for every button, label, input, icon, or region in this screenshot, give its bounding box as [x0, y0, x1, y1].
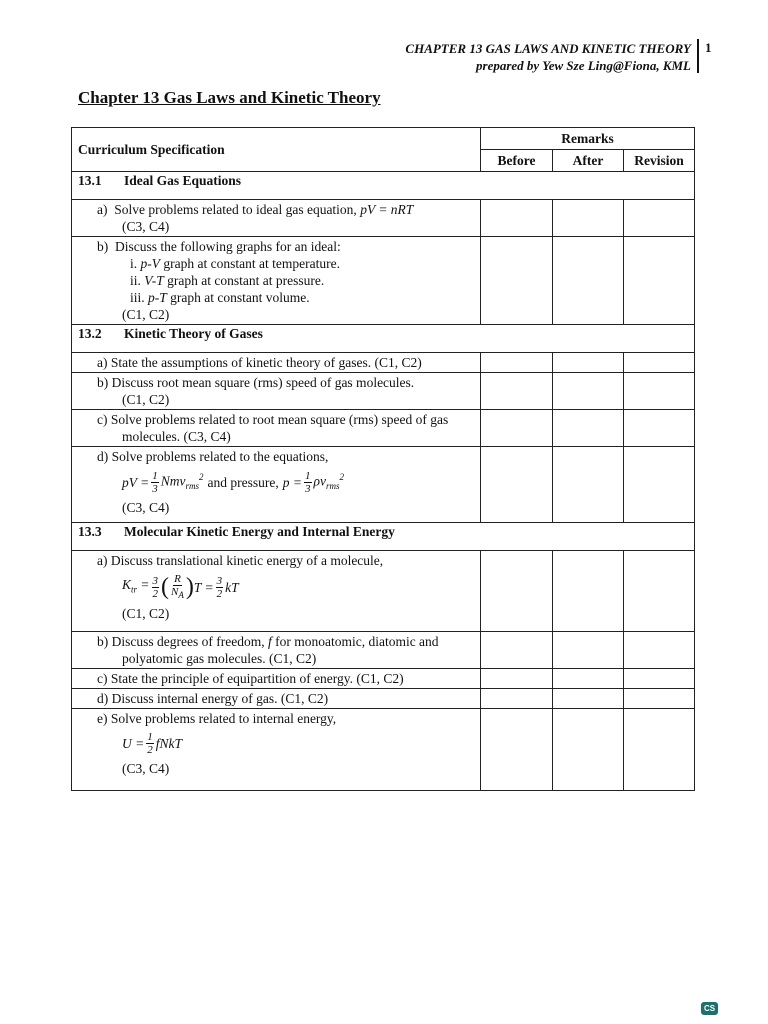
before-cell — [481, 447, 553, 523]
spec-item: b) Discuss degrees of freedom, f for monoatomic, diatomic and polyatomic gas molecules. (C1, C2) — [97, 634, 439, 666]
col-header-revision: Revision — [624, 150, 695, 172]
before-cell — [481, 373, 553, 410]
spec-item: d) Discuss internal energy of gas. (C1, C2) — [97, 691, 329, 706]
section-number: 13.2 — [78, 326, 102, 341]
after-cell — [553, 373, 624, 410]
subitem: ii. V-T graph at constant at pressure. — [130, 273, 325, 288]
header-divider — [697, 39, 699, 73]
after-cell — [553, 709, 624, 791]
after-cell — [553, 447, 624, 523]
before-cell — [481, 551, 553, 632]
table-row — [72, 669, 695, 689]
col-header-before: Before — [481, 150, 553, 172]
before-cell — [481, 709, 553, 791]
before-cell — [481, 200, 553, 237]
formula-kinetic-pressure: pV = $\frac{1}{3}$ Nmv$_{rms}^2$ and pressure, p = $\frac{1}{3}$ $\rho v_{rms}^2$ — [122, 469, 344, 495]
after-cell — [553, 237, 624, 325]
spec-item: e) Solve problems related to internal energy, U = $\frac{1}{2}$ fNkT (C3, C4) — [72, 709, 480, 778]
col-header-remarks: Remarks — [481, 128, 695, 150]
table-row — [72, 709, 695, 791]
revision-cell — [624, 551, 695, 632]
table-row — [72, 353, 695, 373]
formula-internal-energy: U = $\frac{1}{2}$ fNkT — [122, 731, 182, 756]
before-cell — [481, 689, 553, 709]
section-number: 13.3 — [78, 524, 102, 539]
after-cell — [553, 669, 624, 689]
after-cell — [553, 632, 624, 669]
spec-item: a) Discuss translational kinetic energy of a molecule, $K_{tr}$ = $\frac{3}{2}$ ( $\frac{R}{N_A}$ ) T = $\frac{3}{2}$ kT (C1, C2) — [72, 551, 480, 623]
curriculum-table — [71, 127, 695, 791]
item-label: a) — [97, 202, 108, 217]
spec-item: c) State the principle of equipartition of energy. (C1, C2) — [97, 671, 404, 686]
table-row — [72, 410, 695, 447]
revision-cell — [624, 237, 695, 325]
item-text: Discuss the following graphs for an ideal: — [115, 239, 341, 254]
spec-item — [72, 200, 480, 236]
after-cell — [553, 689, 624, 709]
formula-ideal-gas: pV = nRT — [360, 202, 414, 217]
item-code: (C3, C4) — [122, 219, 170, 234]
col-header-spec: Curriculum Specification — [72, 128, 481, 172]
after-cell — [553, 353, 624, 373]
revision-cell — [624, 200, 695, 237]
table-row — [72, 632, 695, 669]
revision-cell — [624, 447, 695, 523]
table-row — [72, 237, 695, 325]
before-cell — [481, 237, 553, 325]
before-cell — [481, 410, 553, 447]
spec-item: a) State the assumptions of kinetic theory of gases. (C1, C2) — [97, 355, 422, 370]
section-row — [72, 523, 695, 551]
revision-cell — [624, 410, 695, 447]
table-row — [72, 689, 695, 709]
revision-cell — [624, 632, 695, 669]
section-title: Ideal Gas Equations — [124, 173, 242, 188]
running-header — [405, 40, 691, 74]
subitem: i. p-V graph at constant at temperature. — [130, 256, 340, 271]
header-prepared-line: prepared by Yew Sze Ling@Fiona, KML — [476, 58, 691, 73]
before-cell — [481, 669, 553, 689]
spec-item: c) Solve problems related to root mean square (rms) speed of gas molecules. (C3, C4) — [97, 412, 449, 444]
section-title: Molecular Kinetic Energy and Internal Energy — [124, 524, 395, 539]
table-row — [72, 551, 695, 632]
revision-cell — [624, 669, 695, 689]
table-row — [72, 373, 695, 410]
item-text: Solve problems related to ideal gas equation, — [114, 202, 357, 217]
subitem: iii. p-T graph at constant volume. — [130, 290, 310, 305]
table-row — [72, 200, 695, 237]
before-cell — [481, 353, 553, 373]
page-number: 1 — [705, 40, 712, 55]
revision-cell — [624, 709, 695, 791]
spec-item: d) Solve problems related to the equations, pV = $\frac{1}{3}$ Nmv$_{rms}^2$ and pressure, p = $\frac{1}{3}$ $\rho v_{rms}^2$ (C3, C4) — [72, 447, 480, 517]
after-cell — [553, 410, 624, 447]
after-cell — [553, 200, 624, 237]
revision-cell — [624, 353, 695, 373]
section-row — [72, 325, 695, 353]
before-cell — [481, 632, 553, 669]
revision-cell — [624, 689, 695, 709]
spec-item — [72, 237, 480, 324]
col-header-after: After — [553, 150, 624, 172]
revision-cell — [624, 373, 695, 410]
item-label: b) — [97, 239, 109, 254]
item-code: (C1, C2) — [122, 307, 170, 322]
section-number: 13.1 — [78, 173, 102, 188]
section-row — [72, 172, 695, 200]
section-title: Kinetic Theory of Gases — [124, 326, 263, 341]
formula-translational-ke: $K_{tr}$ = $\frac{3}{2}$ ( $\frac{R}{N_A}$ ) T = $\frac{3}{2}$ kT — [122, 573, 239, 601]
camscanner-logo: CS — [701, 1002, 718, 1015]
spec-item: b) Discuss root mean square (rms) speed of gas molecules. (C1, C2) — [97, 375, 415, 407]
after-cell — [553, 551, 624, 632]
document-title: Chapter 13 Gas Laws and Kinetic Theory — [78, 88, 381, 107]
header-chapter-line: CHAPTER 13 GAS LAWS AND KINETIC THEORY — [405, 41, 691, 56]
table-row — [72, 447, 695, 523]
